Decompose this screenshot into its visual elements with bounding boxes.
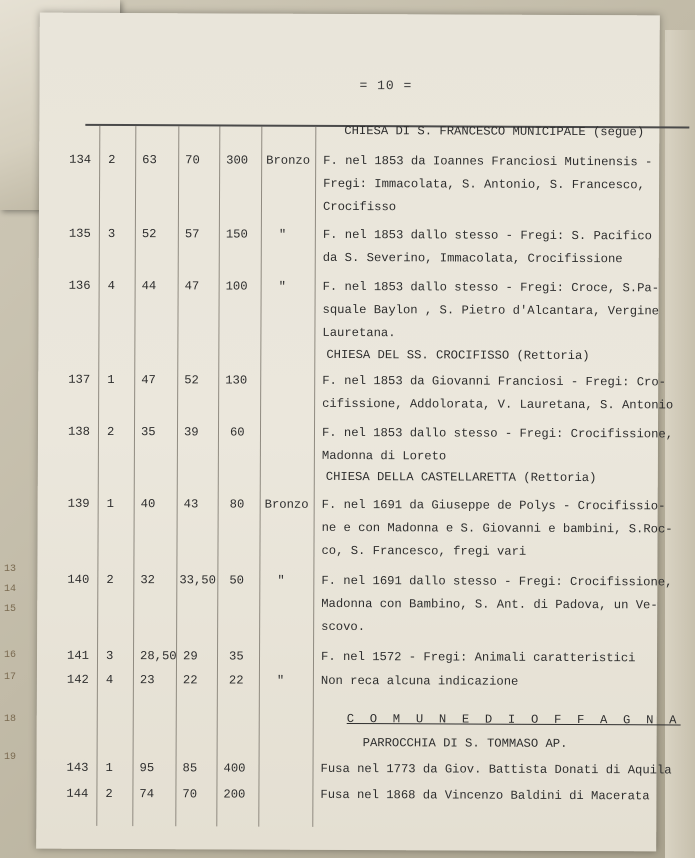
entry-number: 136 bbox=[68, 278, 91, 293]
column-divider bbox=[216, 126, 220, 826]
entry-number: 141 bbox=[66, 648, 90, 663]
description-line: F. nel 1853 dallo stesso - Fregi: S. Pacifico bbox=[322, 227, 653, 244]
margin-mark: 14 bbox=[4, 584, 17, 595]
description-line: Fregi: Immacolata, S. Antonio, S. Francesco, bbox=[323, 176, 645, 193]
description-line: Non reca alcuna indicazione bbox=[320, 673, 519, 689]
entry-number: 144 bbox=[66, 786, 89, 801]
entry-order: 1 bbox=[107, 372, 115, 387]
material: Bronzo bbox=[266, 153, 311, 168]
margin-mark: 17 bbox=[4, 672, 17, 683]
measure-a: 47 bbox=[141, 373, 156, 388]
description-line: Crocifisso bbox=[322, 199, 397, 215]
column-divider bbox=[258, 127, 262, 827]
entry-order: 2 bbox=[108, 152, 116, 167]
description-line: Madonna di Loreto bbox=[321, 448, 447, 464]
measure-a: 74 bbox=[139, 787, 155, 802]
measure-c: 300 bbox=[226, 153, 249, 168]
measure-c: 80 bbox=[229, 497, 245, 512]
description-line: ne e con Madonna e S. Giovanni e bambini, S.Roc- bbox=[321, 520, 673, 537]
description-line: F. nel 1853 dallo stesso - Fregi: Croce, S.Pa- bbox=[322, 279, 660, 296]
measure-a: 63 bbox=[142, 153, 157, 168]
material: " bbox=[277, 573, 285, 588]
section-heading: CHIESA DEL SS. CROCIFISSO (Rettoria) bbox=[326, 347, 590, 364]
entry-order: 4 bbox=[107, 278, 115, 293]
column-divider bbox=[175, 126, 179, 826]
measure-c: 100 bbox=[225, 279, 248, 294]
column-divider bbox=[132, 126, 136, 826]
entry-number: 135 bbox=[68, 226, 91, 241]
measure-c: 400 bbox=[223, 761, 246, 776]
measure-c: 200 bbox=[223, 787, 246, 802]
measure-a: 40 bbox=[140, 497, 156, 512]
measure-a: 44 bbox=[141, 279, 157, 294]
entry-number: 143 bbox=[66, 760, 89, 775]
description-line: F. nel 1853 da Giovanni Franciosi - Fregi: Cro- bbox=[322, 373, 667, 390]
measure-a: 32 bbox=[140, 573, 156, 588]
description-line: F. nel 1853 dallo stesso - Fregi: Crocifissione, bbox=[321, 425, 674, 442]
section-heading: CHIESA DI S. FRANCESCO MUNICIPALE (segue) bbox=[344, 123, 645, 140]
column-divider bbox=[96, 126, 100, 826]
description-line: F. nel 1853 da Ioannes Franciosi Mutinensis - bbox=[323, 153, 653, 170]
description-line: F. nel 1691 da Giuseppe de Polys - Crocifissio- bbox=[321, 497, 666, 514]
margin-mark: 13 bbox=[4, 564, 17, 575]
entry-order: 3 bbox=[107, 226, 116, 241]
entry-order: 1 bbox=[105, 760, 113, 775]
description-line: Fusa nel 1773 da Giov. Battista Donati di Aquila bbox=[320, 761, 672, 778]
material: " bbox=[278, 227, 287, 242]
page-number: = 10 = bbox=[359, 78, 413, 94]
margin-mark: 15 bbox=[4, 604, 17, 615]
margin-mark: 18 bbox=[4, 714, 17, 725]
measure-c: 50 bbox=[229, 573, 245, 588]
entry-number: 139 bbox=[67, 496, 90, 511]
measure-b: 39 bbox=[183, 425, 199, 440]
entry-number: 134 bbox=[69, 152, 92, 167]
description-line: F. nel 1691 dallo stesso - Fregi: Crocifissione, bbox=[321, 573, 673, 590]
measure-c: 130 bbox=[225, 373, 248, 388]
entry-number: 137 bbox=[68, 372, 91, 387]
entry-order: 2 bbox=[106, 424, 115, 439]
measure-b: 29 bbox=[182, 649, 198, 664]
section-heading: C O M U N E D I O F F A G N A bbox=[346, 711, 681, 728]
measure-c: 35 bbox=[228, 649, 244, 664]
measure-b: 57 bbox=[184, 227, 200, 242]
measure-c: 22 bbox=[228, 673, 244, 688]
measure-a: 95 bbox=[139, 761, 155, 776]
description-line: Madonna con Bambino, S. Ant. di Padova, un Ve- bbox=[321, 596, 658, 613]
entry-order: 3 bbox=[105, 648, 114, 663]
entry-order: 1 bbox=[106, 496, 115, 511]
section-heading: CHIESA DELLA CASTELLARETTA (Rettoria) bbox=[325, 469, 597, 486]
measure-a: 28,50 bbox=[139, 649, 177, 664]
entry-number: 140 bbox=[67, 572, 90, 587]
section-heading: PARROCCHIA DI S. TOMMASO AP. bbox=[362, 736, 568, 751]
entry-order: 4 bbox=[105, 672, 114, 687]
measure-c: 60 bbox=[229, 425, 245, 440]
typed-page bbox=[36, 13, 681, 852]
measure-a: 23 bbox=[139, 673, 155, 688]
measure-b: 70 bbox=[185, 153, 200, 168]
entry-order: 2 bbox=[106, 572, 114, 587]
measure-b: 22 bbox=[182, 673, 198, 688]
description-line: scovo. bbox=[321, 619, 366, 635]
entry-number: 142 bbox=[66, 672, 89, 687]
description-line: cifissione, Addolorata, V. Lauretana, S. Antonio bbox=[322, 396, 674, 413]
measure-b: 85 bbox=[182, 761, 198, 776]
measure-b: 33,50 bbox=[179, 573, 216, 588]
material: Bronzo bbox=[264, 497, 309, 512]
measure-b: 43 bbox=[183, 497, 199, 512]
margin-mark: 16 bbox=[4, 650, 17, 661]
material: " bbox=[278, 279, 286, 294]
description-line: da S. Severino, Immacolata, Crocifissione bbox=[322, 250, 623, 267]
material: " bbox=[276, 673, 285, 688]
measure-b: 70 bbox=[182, 787, 198, 802]
underlying-sheet bbox=[665, 30, 695, 858]
description-line: squale Baylon , S. Pietro d'Alcantara, Vergine bbox=[322, 302, 659, 319]
description-line: Fusa nel 1868 da Vincenzo Baldini di Macerata bbox=[320, 787, 650, 804]
column-divider bbox=[312, 127, 316, 827]
measure-b: 52 bbox=[184, 373, 199, 388]
measure-c: 150 bbox=[225, 227, 248, 242]
description-line: co, S. Francesco, fregi vari bbox=[321, 543, 527, 559]
description-line: Lauretana. bbox=[322, 325, 396, 341]
measure-a: 35 bbox=[140, 425, 156, 440]
margin-mark: 19 bbox=[4, 752, 17, 763]
measure-a: 52 bbox=[141, 227, 157, 242]
description-line: F. nel 1572 - Fregi: Animali caratteristici bbox=[320, 649, 636, 666]
measure-b: 47 bbox=[184, 279, 200, 294]
entry-number: 138 bbox=[67, 424, 90, 439]
entry-order: 2 bbox=[105, 786, 113, 801]
